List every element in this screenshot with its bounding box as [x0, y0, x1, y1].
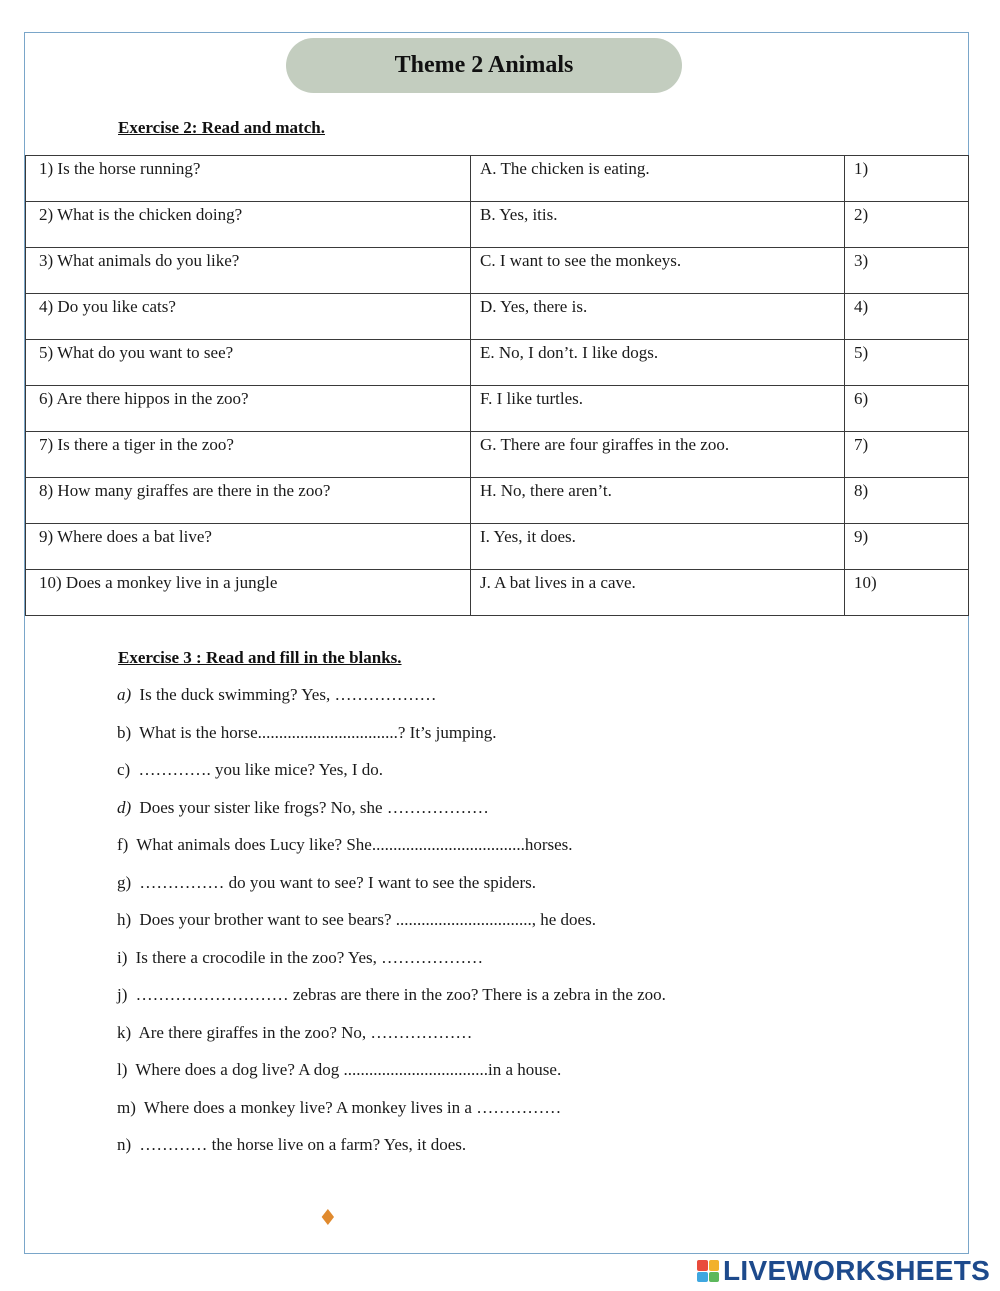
- item-label: b): [117, 722, 132, 742]
- exercise-3-heading: Exercise 3 : Read and fill in the blanks.: [118, 648, 402, 667]
- item-label: j): [117, 985, 128, 1004]
- question-cell: 3) What animals do you like?: [26, 248, 471, 294]
- match-table: [25, 155, 969, 616]
- table-row: [26, 524, 969, 570]
- answer-cell: G. There are four giraffes in the zoo.: [471, 432, 845, 478]
- item-label: m): [117, 1097, 136, 1117]
- table-row: [26, 386, 969, 432]
- table-row: [26, 202, 969, 248]
- fill-in-list: [117, 683, 666, 1171]
- question-cell: 8) How many giraffes are there in the zoo?: [26, 478, 471, 524]
- item-text: …………… do you want to see? I want to see the spiders.: [139, 872, 537, 892]
- answer-cell: H. No, there aren’t.: [471, 478, 845, 524]
- liveworksheets-logo[interactable]: [697, 1256, 990, 1286]
- item-text: ………… the horse live on a farm? Yes, it does.: [139, 1135, 467, 1154]
- question-cell: 4) Do you like cats?: [26, 294, 471, 340]
- list-item[interactable]: [117, 1021, 666, 1059]
- item-text: ……………………… zebras are there in the zoo? There is a zebra in the zoo.: [135, 985, 666, 1004]
- list-item[interactable]: [117, 1133, 666, 1171]
- item-label: f): [117, 835, 129, 854]
- answer-slot[interactable]: 10): [845, 570, 969, 616]
- item-text: Does your sister like frogs? No, she ………………: [139, 797, 489, 817]
- item-text: Is the duck swimming? Yes, ………………: [139, 685, 437, 704]
- answer-slot[interactable]: 7): [845, 432, 969, 478]
- answer-cell: A. The chicken is eating.: [471, 156, 845, 202]
- list-item[interactable]: [117, 721, 666, 759]
- list-item[interactable]: [117, 833, 666, 871]
- item-text: Where does a dog live? A dog ..................................in a house.: [135, 1060, 562, 1079]
- table-row: [26, 340, 969, 386]
- list-item[interactable]: [117, 796, 666, 834]
- item-label: i): [117, 947, 128, 967]
- answer-cell: C. I want to see the monkeys.: [471, 248, 845, 294]
- item-label: c): [117, 760, 131, 779]
- answer-slot[interactable]: 3): [845, 248, 969, 294]
- answer-cell: D. Yes, there is.: [471, 294, 845, 340]
- table-row: [26, 478, 969, 524]
- list-item[interactable]: [117, 683, 666, 721]
- answer-slot[interactable]: 5): [845, 340, 969, 386]
- exercise-2-heading: Exercise 2: Read and match.: [118, 118, 325, 137]
- item-label: a): [117, 685, 132, 704]
- list-item[interactable]: [117, 946, 666, 984]
- answer-slot[interactable]: 9): [845, 524, 969, 570]
- question-cell: 1) Is the horse running?: [26, 156, 471, 202]
- answer-cell: B. Yes, itis.: [471, 202, 845, 248]
- answer-slot[interactable]: 1): [845, 156, 969, 202]
- list-item[interactable]: [117, 908, 666, 946]
- answer-slot[interactable]: 8): [845, 478, 969, 524]
- table-row: [26, 156, 969, 202]
- question-cell: 10) Does a monkey live in a jungle: [26, 570, 471, 616]
- item-label: d): [117, 797, 132, 817]
- item-label: g): [117, 872, 132, 892]
- answer-cell: I. Yes, it does.: [471, 524, 845, 570]
- answer-slot[interactable]: 4): [845, 294, 969, 340]
- table-row: [26, 570, 969, 616]
- page-title: Theme 2 Animals: [286, 38, 682, 93]
- answer-cell: E. No, I don’t. I like dogs.: [471, 340, 845, 386]
- answer-slot[interactable]: 2): [845, 202, 969, 248]
- answer-slot[interactable]: 6): [845, 386, 969, 432]
- list-item[interactable]: [117, 983, 666, 1021]
- item-label: k): [117, 1022, 132, 1042]
- diamond-icon: ♦: [318, 1206, 338, 1231]
- question-cell: 7) Is there a tiger in the zoo?: [26, 432, 471, 478]
- item-text: Does your brother want to see bears? ................................, he does.: [139, 910, 596, 929]
- item-label: h): [117, 910, 132, 929]
- list-item[interactable]: [117, 758, 666, 796]
- question-cell: 2) What is the chicken doing?: [26, 202, 471, 248]
- table-row: [26, 294, 969, 340]
- list-item[interactable]: [117, 1058, 666, 1096]
- item-text: Where does a monkey live? A monkey lives in a ……………: [143, 1097, 562, 1117]
- question-cell: 6) Are there hippos in the zoo?: [26, 386, 471, 432]
- item-text: Is there a crocodile in the zoo? Yes, ………………: [135, 947, 484, 967]
- answer-cell: F. I like turtles.: [471, 386, 845, 432]
- table-row: [26, 248, 969, 294]
- item-label: n): [117, 1135, 132, 1154]
- logo-grid-icon: [697, 1260, 719, 1282]
- table-row: [26, 432, 969, 478]
- question-cell: 5) What do you want to see?: [26, 340, 471, 386]
- item-text: What is the horse.................................? It’s jumping.: [139, 722, 497, 742]
- brand-name: LIVEWORKSHEETS: [723, 1255, 991, 1286]
- item-text: What animals does Lucy like? She....................................horses.: [136, 835, 573, 854]
- item-text: Are there giraffes in the zoo? No, ………………: [138, 1022, 473, 1042]
- question-cell: 9) Where does a bat live?: [26, 524, 471, 570]
- list-item[interactable]: [117, 871, 666, 909]
- item-label: l): [117, 1060, 128, 1079]
- answer-cell: J. A bat lives in a cave.: [471, 570, 845, 616]
- list-item[interactable]: [117, 1096, 666, 1134]
- item-text: …………. you like mice? Yes, I do.: [138, 760, 384, 779]
